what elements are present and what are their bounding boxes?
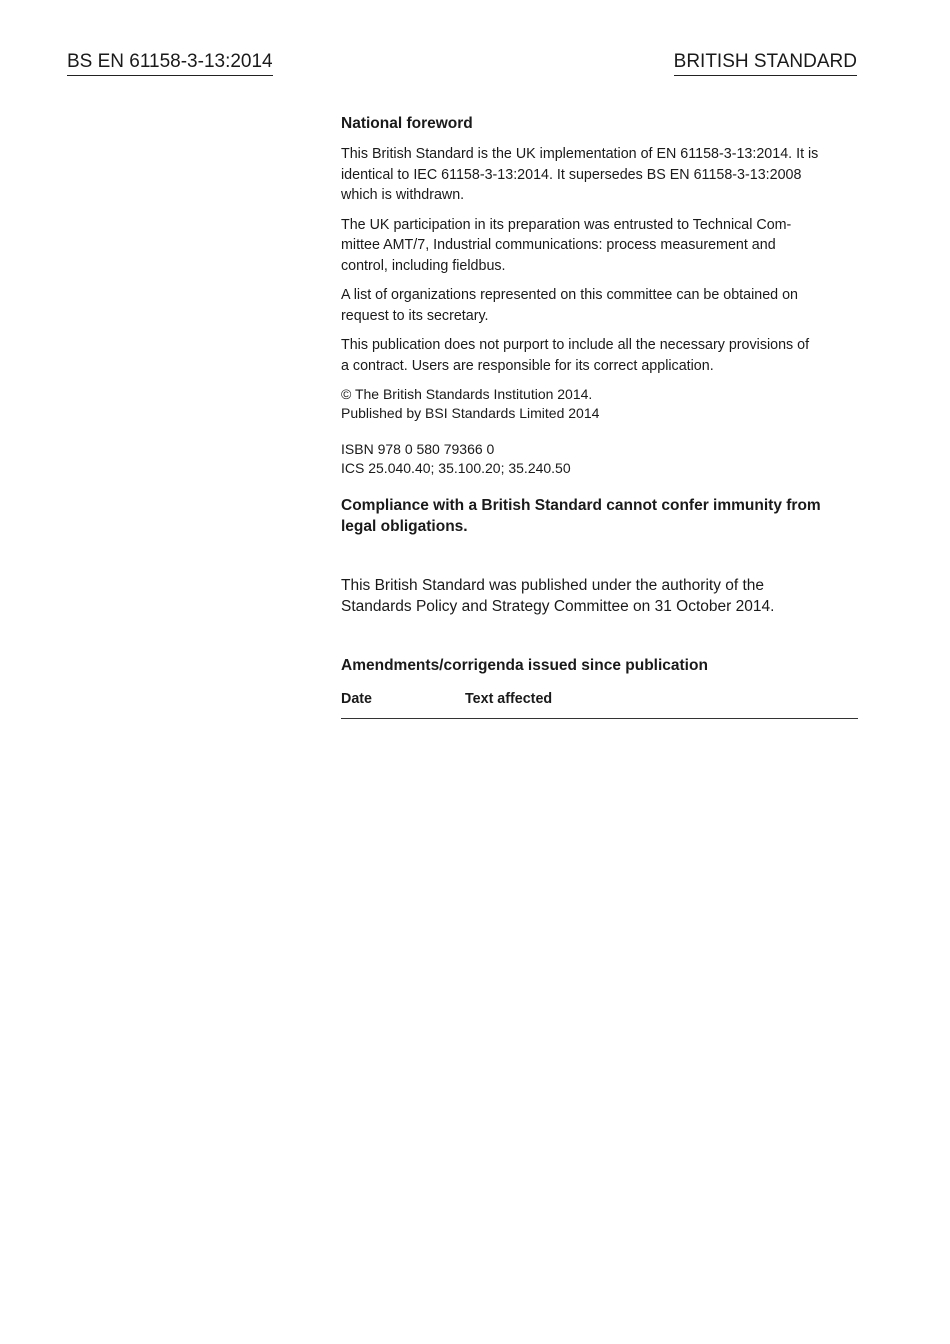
document-number-header: BS EN 61158-3-13:2014 [67,50,273,76]
amendments-title: Amendments/corrigenda issued since publication [341,657,708,674]
text-line: control, including fieldbus. [341,257,506,274]
foreword-paragraph-implementation [341,144,858,206]
text-line: This British Standard was published under the authority of the [341,577,765,594]
text-line: a contract. Users are responsible for its correct application. [341,357,714,374]
text-line: mittee AMT/7, Industrial communications: process measurement and [341,237,776,253]
copyright-line: © The British Standards Institution 2014. [341,386,593,402]
column-header-text-affected: Text affected [465,691,553,707]
text-line: Standards Policy and Strategy Committee on 31 October 2014. [341,598,775,615]
isbn-line: ISBN 978 0 580 79366 0 [341,441,495,457]
classification-block [341,440,858,477]
published-statement [341,575,858,617]
text-line: request to its secretary. [341,307,489,324]
amendments-table-header [341,689,858,719]
text-line: The UK participation in its preparation was entrusted to Technical Com- [341,216,792,233]
text-line: This British Standard is the UK implementation of EN 61158-3-13:2014. It is [341,146,819,162]
foreword-section [341,113,858,719]
copyright-block [341,385,858,422]
ics-line: ICS 25.040.40; 35.100.20; 35.240.50 [341,459,571,476]
text-line: Compliance with a British Standard cannot confer immunity from [341,497,821,514]
text-line: This publication does not purport to include all the necessary provisions of [341,337,810,353]
column-header-date: Date [341,691,372,707]
publisher-line: Published by BSI Standards Limited 2014 [341,404,600,421]
text-line: legal obligations. [341,518,468,535]
foreword-title: National foreword [341,115,473,132]
compliance-statement [341,495,858,537]
text-line: A list of organizations represented on this committee can be obtained on [341,287,798,303]
foreword-paragraph-participation [341,215,858,277]
foreword-paragraph-organizations [341,285,858,326]
text-line: identical to IEC 61158-3-13:2014. It supersedes BS EN 61158-3-13:2008 [341,166,802,183]
standard-type-header: BRITISH STANDARD [674,50,857,76]
text-line: which is withdrawn. [341,187,465,203]
foreword-paragraph-contract [341,335,858,376]
